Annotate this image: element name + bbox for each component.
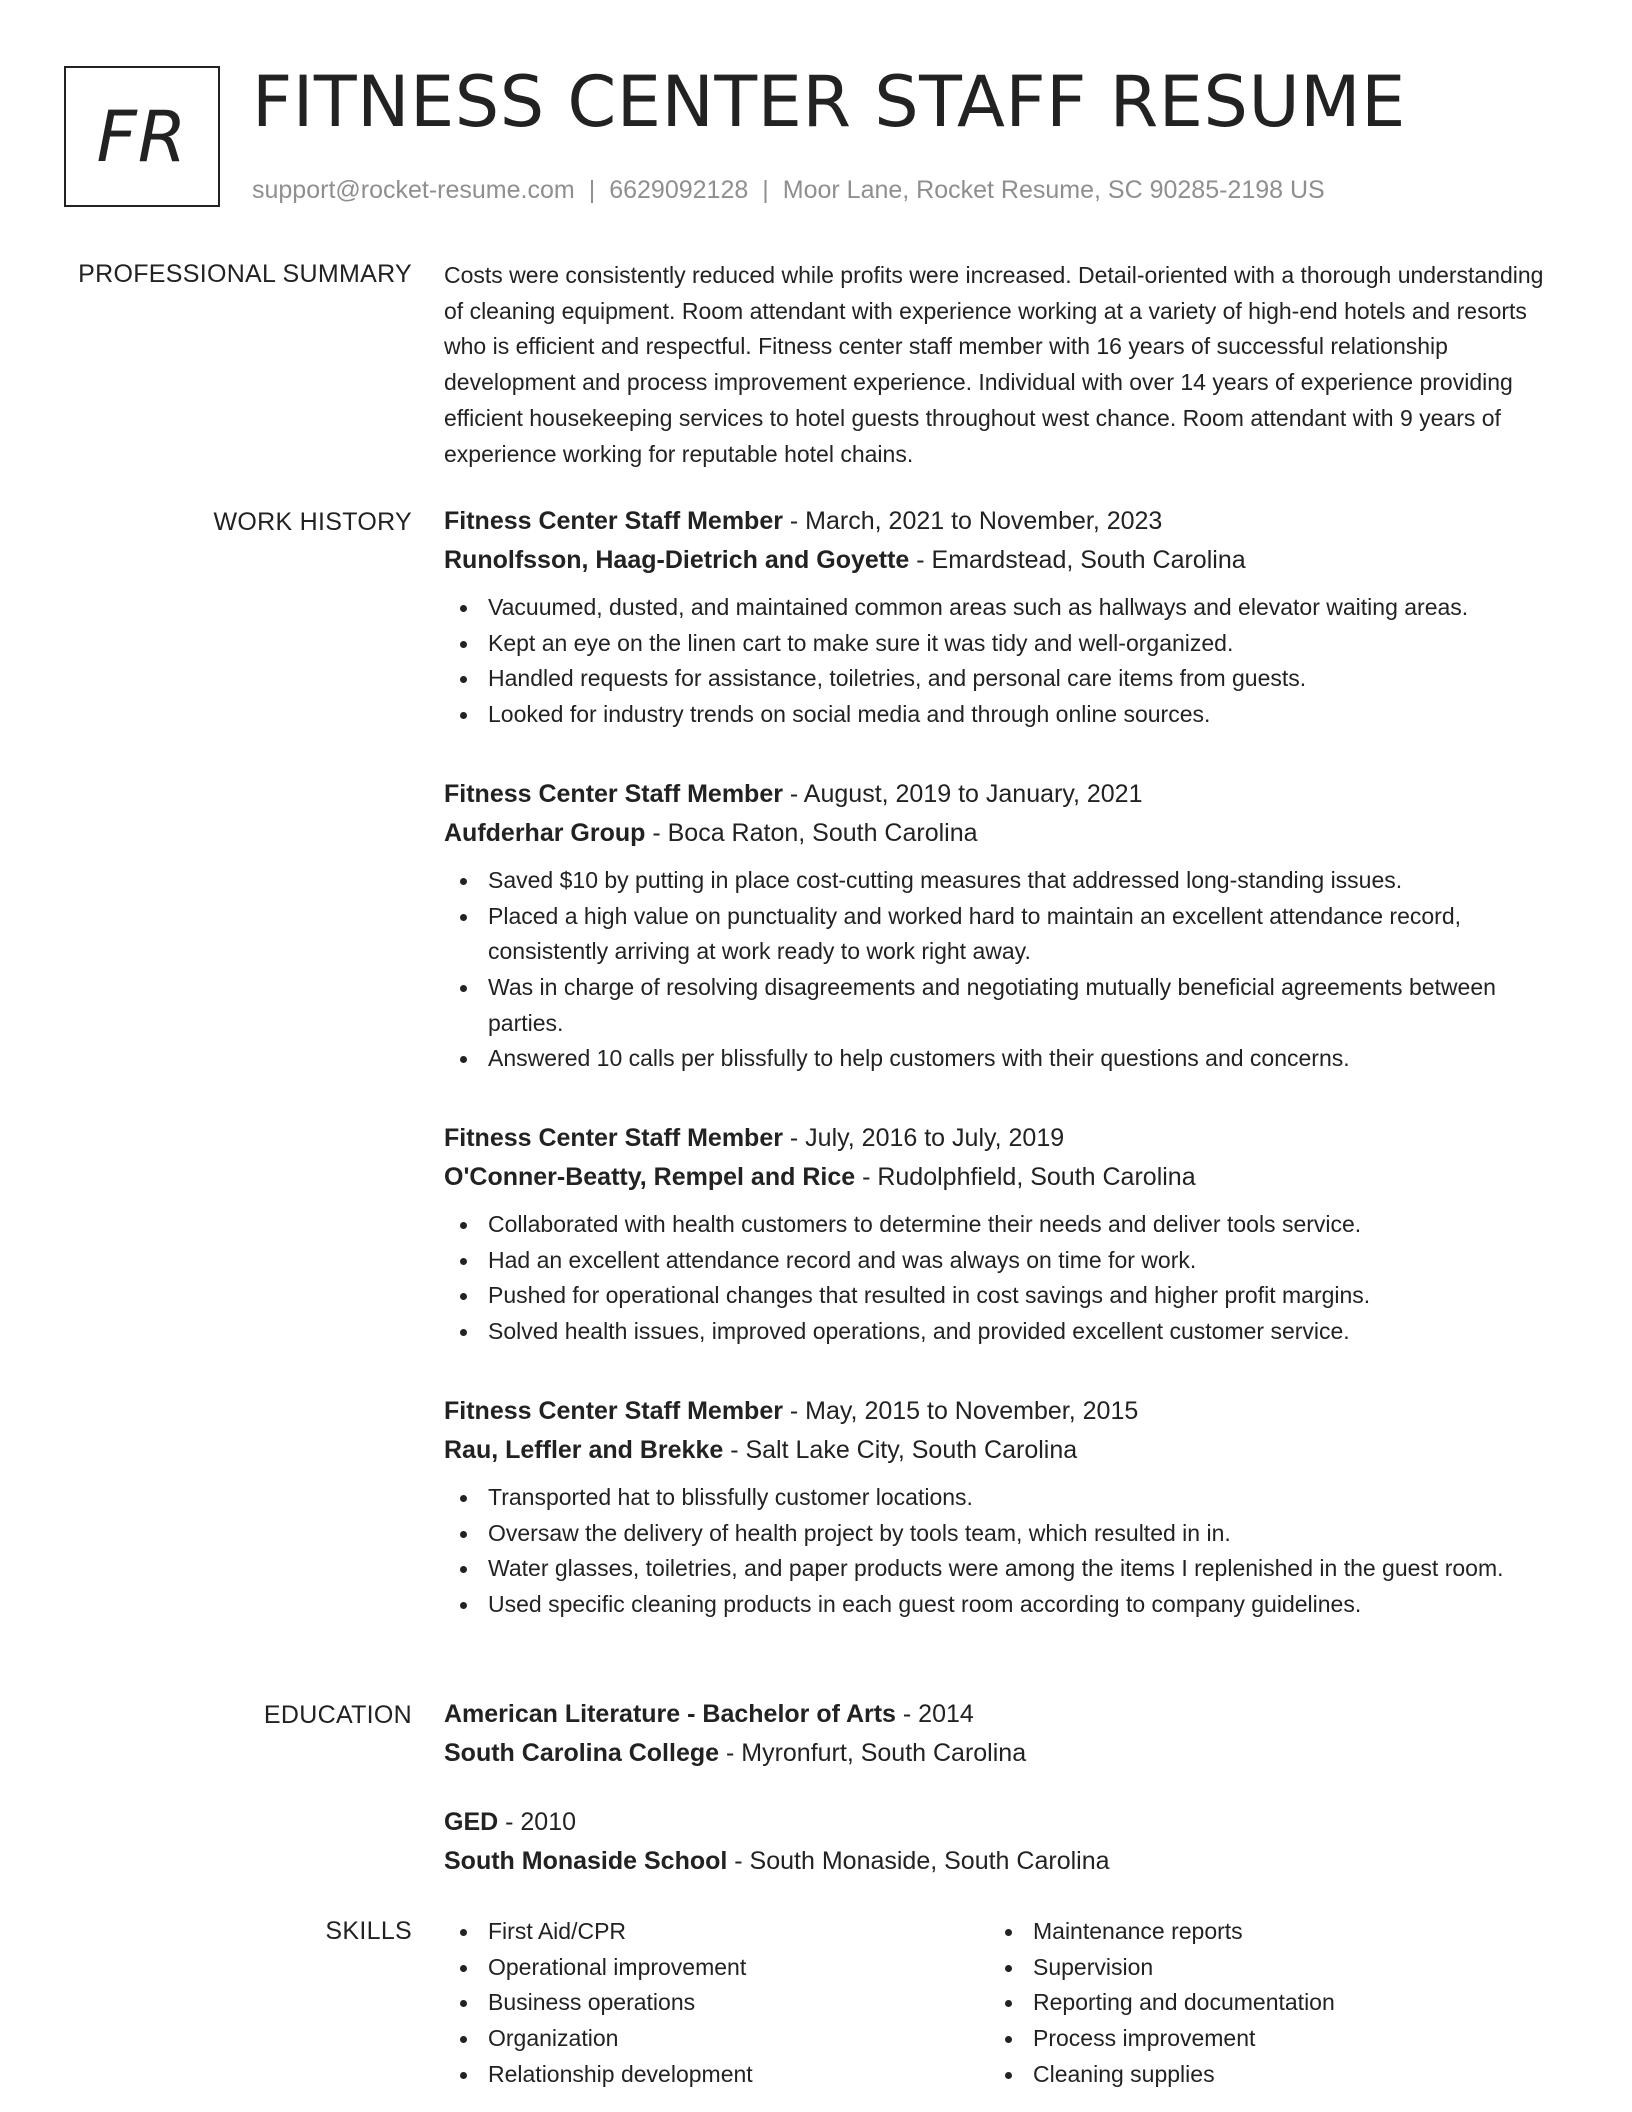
- job-location: - Emardstead, South Carolina: [909, 546, 1246, 574]
- job-bullet: Vacuumed, dusted, and maintained common areas such as hallways and elevator waiting areas.: [444, 590, 1544, 626]
- skill-item: Organization: [444, 2021, 989, 2057]
- skill-item: Cleaning supplies: [989, 2057, 1534, 2093]
- skills-column-left: [444, 1914, 989, 2093]
- skill-item: Reporting and documentation: [989, 1985, 1534, 2021]
- job-entry: [444, 502, 1544, 733]
- job-bullet: Looked for industry trends on social media and through online sources.: [444, 697, 1544, 733]
- job-title-line: [444, 775, 1544, 814]
- skills-section: [444, 1914, 1544, 2093]
- education-year: - 2014: [895, 1700, 974, 1728]
- contact-email: support@rocket-resume.com: [252, 176, 575, 204]
- job-bullets: [444, 863, 1544, 1077]
- skill-item: Operational improvement: [444, 1950, 989, 1986]
- job-company: O'Conner-Beatty, Rempel and Rice: [444, 1163, 856, 1192]
- job-title: Fitness Center Staff Member: [444, 1396, 783, 1425]
- job-location: - Rudolphfield, South Carolina: [855, 1163, 1196, 1192]
- monogram-text: FR: [96, 95, 188, 178]
- education-location: - South Monaside, South Carolina: [727, 1847, 1110, 1875]
- job-bullet: Placed a high value on punctuality and worked hard to maintain an excellent attendance record, consistently arriving at work ready to work right away.: [444, 899, 1544, 970]
- contact-line: [252, 172, 1325, 208]
- job-company: Rau, Leffler and Brekke: [444, 1435, 724, 1464]
- job-entry: [444, 1392, 1544, 1623]
- job-dates: - July, 2016 to July, 2019: [782, 1124, 1065, 1153]
- section-label-work-history: WORK HISTORY: [213, 508, 412, 536]
- job-title-line: [444, 1119, 1544, 1158]
- job-bullet: Water glasses, toiletries, and paper products were among the items I replenished in the guest room.: [444, 1551, 1544, 1587]
- skills-list: [989, 1914, 1534, 2093]
- education-entry: [444, 1695, 1544, 1773]
- job-title: Fitness Center Staff Member: [444, 1124, 783, 1153]
- monogram-logo: [64, 66, 220, 207]
- work-history-section: [444, 502, 1544, 1665]
- contact-separator: |: [588, 176, 596, 204]
- job-company-line: [444, 1158, 1544, 1197]
- job-entry: [444, 1119, 1544, 1350]
- education-section: [444, 1695, 1544, 1911]
- contact-separator: |: [762, 176, 769, 204]
- job-bullet: Collaborated with health customers to determine their needs and deliver tools service.: [444, 1207, 1544, 1243]
- education-school: South Carolina College: [444, 1739, 720, 1767]
- section-label-summary: PROFESSIONAL SUMMARY: [78, 260, 412, 288]
- job-title: Fitness Center Staff Member: [444, 779, 783, 808]
- education-degree-line: [444, 1695, 1544, 1734]
- job-location: - Salt Lake City, South Carolina: [723, 1435, 1078, 1464]
- contact-address: Moor Lane, Rocket Resume, SC 90285-2198 US: [782, 176, 1325, 204]
- education-entry: [444, 1803, 1544, 1881]
- skill-item: First Aid/CPR: [444, 1914, 989, 1950]
- job-company-line: [444, 1431, 1544, 1470]
- skills-grid: [444, 1914, 1544, 2093]
- job-title-line: [444, 502, 1544, 541]
- section-label-skills: SKILLS: [325, 1917, 412, 1945]
- skill-item: Maintenance reports: [989, 1914, 1534, 1950]
- job-bullet: Handled requests for assistance, toiletries, and personal care items from guests.: [444, 661, 1544, 697]
- job-bullet: Answered 10 calls per blissfully to help customers with their questions and concerns.: [444, 1041, 1544, 1077]
- summary-section: [444, 258, 1544, 472]
- job-title-line: [444, 1392, 1544, 1431]
- job-bullet: Solved health issues, improved operations, and provided excellent customer service.: [444, 1314, 1544, 1350]
- job-bullet: Oversaw the delivery of health project by tools team, which resulted in in.: [444, 1516, 1544, 1552]
- contact-phone: 6629092128: [609, 176, 749, 204]
- job-location: - Boca Raton, South Carolina: [645, 818, 978, 847]
- job-dates: - March, 2021 to November, 2023: [782, 507, 1163, 535]
- skill-item: Process improvement: [989, 2021, 1534, 2057]
- education-degree: American Literature - Bachelor of Arts: [444, 1700, 896, 1728]
- job-bullet: Used specific cleaning products in each guest room according to company guidelines.: [444, 1587, 1544, 1623]
- section-label-education: EDUCATION: [263, 1701, 412, 1729]
- job-bullet: Kept an eye on the linen cart to make sure it was tidy and well-organized.: [444, 626, 1544, 662]
- job-bullet: Had an excellent attendance record and was always on time for work.: [444, 1243, 1544, 1279]
- job-dates: - May, 2015 to November, 2015: [782, 1396, 1139, 1425]
- job-company-line: [444, 814, 1544, 853]
- job-entry: [444, 775, 1544, 1077]
- skill-item: Relationship development: [444, 2057, 989, 2093]
- skills-list: [444, 1914, 989, 2093]
- education-school: South Monaside School: [444, 1847, 728, 1875]
- job-company: Runolfsson, Haag-Dietrich and Goyette: [444, 546, 910, 574]
- job-dates: - August, 2019 to January, 2021: [782, 779, 1143, 808]
- education-school-line: [444, 1734, 1544, 1773]
- job-bullet: Saved $10 by putting in place cost-cutting measures that addressed long-standing issues.: [444, 863, 1544, 899]
- job-company-line: [444, 541, 1544, 580]
- job-bullet: Transported hat to blissfully customer locations.: [444, 1480, 1544, 1516]
- resume-title: FITNESS CENTER STAFF RESUME: [252, 61, 1406, 143]
- job-bullet: Was in charge of resolving disagreements and negotiating mutually beneficial agreements between parties.: [444, 970, 1544, 1041]
- summary-text: Costs were consistently reduced while profits were increased. Detail-oriented with a thorough understanding of cleaning equipment. Room attendant with experience working at a variety of high-end hotels and resorts who is efficient and respectful. Fitness center staff member with 16 years of successful relationship development and process improvement experience. Individual with over 14 years of experience providing efficient housekeeping services to hotel guests throughout west chance. Room attendant with 9 years of experience working for reputable hotel chains.: [444, 262, 1544, 467]
- skill-item: Business operations: [444, 1985, 989, 2021]
- skill-item: Supervision: [989, 1950, 1534, 1986]
- job-bullet: Pushed for operational changes that resulted in cost savings and higher profit margins.: [444, 1278, 1544, 1314]
- job-company: Aufderhar Group: [444, 818, 646, 847]
- job-bullets: [444, 1480, 1544, 1623]
- job-title: Fitness Center Staff Member: [444, 507, 783, 535]
- education-year: - 2010: [498, 1808, 577, 1836]
- education-location: - Myronfurt, South Carolina: [719, 1739, 1027, 1767]
- job-bullets: [444, 590, 1544, 733]
- education-degree-line: [444, 1803, 1544, 1842]
- education-school-line: [444, 1842, 1544, 1881]
- education-degree: GED: [444, 1808, 499, 1836]
- job-bullets: [444, 1207, 1544, 1350]
- skills-column-right: [989, 1914, 1534, 2093]
